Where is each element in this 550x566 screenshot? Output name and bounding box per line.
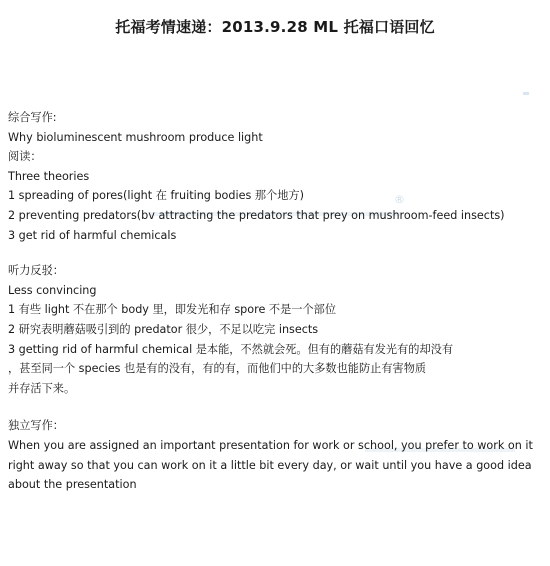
reading-intro: Three theories xyxy=(8,169,90,183)
section-spacer xyxy=(8,245,540,261)
reading-item: 3 get rid of harmful chemicals xyxy=(8,228,177,242)
integrated-writing-topic: Why bioluminescent mushroom produce light xyxy=(8,130,263,144)
independent-writing-heading: 独立写作： xyxy=(8,419,64,433)
listening-intro: Less convincing xyxy=(8,283,97,297)
listening-item: 并存活下来。 xyxy=(8,381,76,395)
integrated-writing-heading: 综合写作: xyxy=(8,111,57,124)
watermark-mark xyxy=(523,92,529,95)
watermark-registered-mark: ® xyxy=(394,193,405,206)
listening-item: 2 研究表明蘑菇吸引到的 predator 很少，不足以吃完 insects xyxy=(8,322,319,336)
listening-heading: 听力反驳： xyxy=(8,264,64,278)
document-body xyxy=(8,108,540,495)
independent-writing-prompt: When you are assigned an important presentation for work or school, you prefer to work on it right away so that you can work on it a little bit every day, or wait until you have a good idea about the presentation xyxy=(8,438,533,492)
reading-item: 1 spreading of pores(light 在 fruiting bodies 那个地方) xyxy=(8,189,304,203)
listening-item: ，甚至同一个 species 也是有的没有，有的有，而他们中的大多数也能防止有害物质 xyxy=(8,362,427,376)
reading-item: 2 preventing predators(bv attracting the predators that prey on mushroom-feed insects) xyxy=(8,208,505,222)
listening-item: 3 getting rid of harmful chemical 是本能，不然就会死。但有的蘑菇有发光有的却没有 xyxy=(8,342,454,356)
listening-item: 1 有些 light 不在那个 body 里，即发光和存 spore 不是一个部位 xyxy=(8,303,337,317)
section-spacer xyxy=(8,398,540,416)
page-title: 托福考情速递：2013.9.28 ML 托福口语回忆 xyxy=(115,18,435,36)
reading-heading: 阅读： xyxy=(8,150,42,164)
